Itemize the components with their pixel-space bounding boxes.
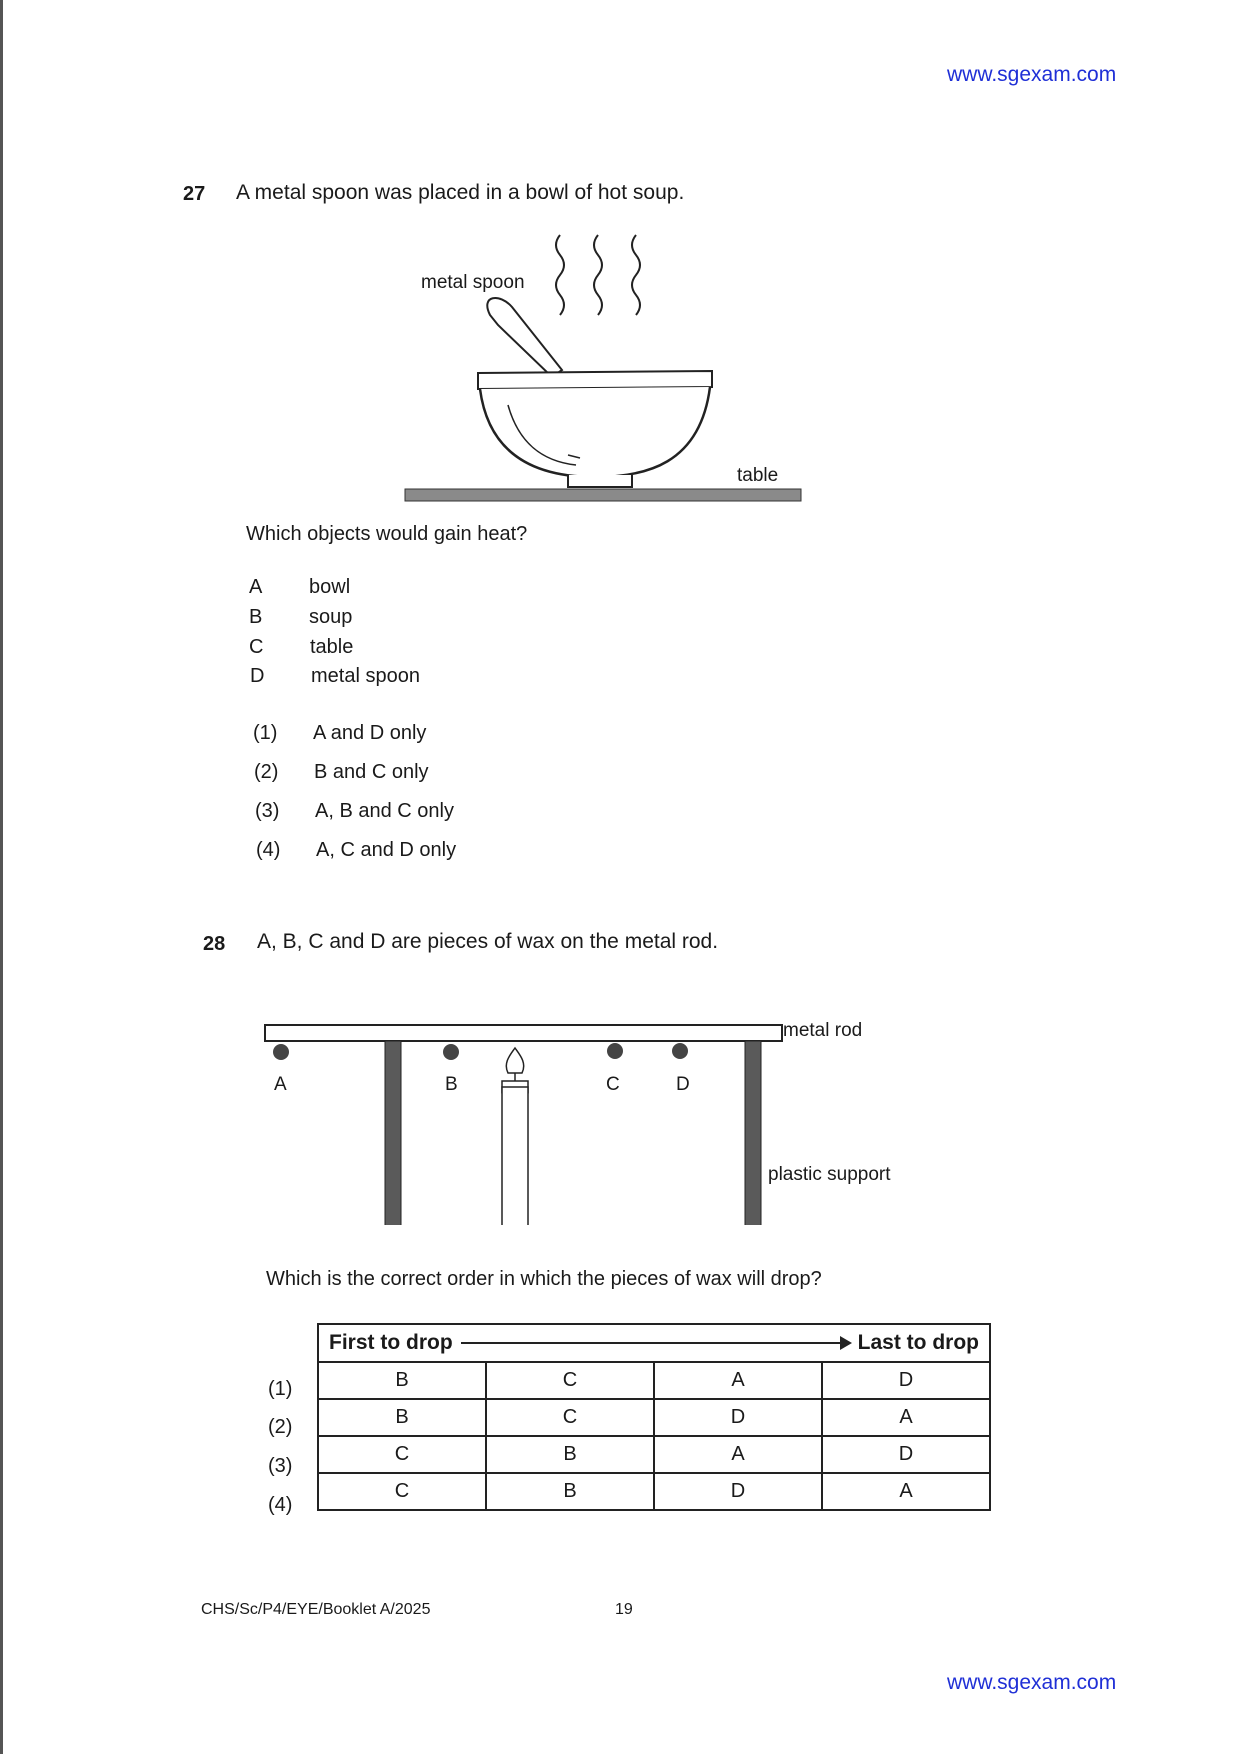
scan-edge — [0, 0, 3, 1754]
footer-page-number: 19 — [615, 1601, 633, 1618]
q27-option-number[interactable]: (4) — [256, 839, 281, 861]
table-cell: A — [822, 1473, 990, 1510]
candle-body — [502, 1087, 528, 1225]
table-cell: D — [822, 1436, 990, 1473]
q28-label-rod: metal rod — [783, 1020, 863, 1041]
q28-label-b: B — [445, 1074, 458, 1095]
metal-rod-shape — [265, 1025, 782, 1041]
header-site-link[interactable]: www.sgexam.com — [947, 63, 1117, 86]
table-row[interactable] — [318, 1399, 990, 1436]
plastic-support-right — [745, 1041, 761, 1225]
q27-option-text[interactable]: A and D only — [313, 722, 427, 744]
table-cell: A — [654, 1436, 822, 1473]
q27-item-text: soup — [309, 606, 353, 628]
table-cell: B — [318, 1362, 486, 1399]
table-cell: A — [822, 1399, 990, 1436]
q28-order-table — [317, 1323, 991, 1511]
bowl-shape — [480, 387, 710, 477]
q27-item-letter: C — [249, 636, 264, 658]
q28-question: Which is the correct order in which the pieces of wax will drop? — [266, 1268, 822, 1290]
q28-label-a: A — [274, 1074, 287, 1095]
table-cell: D — [822, 1362, 990, 1399]
q27-option-text[interactable]: B and C only — [314, 761, 429, 783]
q28-label-c: C — [606, 1074, 620, 1095]
table-cell: C — [486, 1399, 654, 1436]
q27-item-text: bowl — [309, 576, 351, 598]
q27-item-letter: A — [249, 576, 263, 598]
footer-site-link[interactable]: www.sgexam.com — [947, 1671, 1117, 1694]
q27-item-letter: D — [250, 665, 265, 687]
q27-option-text[interactable]: A, C and D only — [316, 839, 457, 861]
q27-question: Which objects would gain heat? — [246, 523, 528, 545]
q28-row-number[interactable]: (2) — [268, 1416, 293, 1438]
table-cell: C — [486, 1362, 654, 1399]
steam-lines — [556, 235, 640, 315]
q27-number: 27 — [183, 183, 206, 205]
q28-text: A, B, C and D are pieces of wax on the metal rod. — [257, 930, 719, 953]
table-header-row — [318, 1324, 990, 1362]
table-cell: A — [654, 1362, 822, 1399]
q28-rod-diagram — [255, 1015, 795, 1225]
table-cell: B — [318, 1399, 486, 1436]
plastic-support-left — [385, 1041, 401, 1225]
table-surface — [405, 489, 801, 501]
table-cell: D — [654, 1473, 822, 1510]
q27-item-letter: B — [249, 606, 263, 628]
q27-bowl-diagram — [400, 225, 820, 505]
q27-label-spoon: metal spoon — [421, 272, 525, 293]
table-row[interactable] — [318, 1436, 990, 1473]
q27-text: A metal spoon was placed in a bowl of hot soup. — [236, 181, 685, 204]
q27-item-text: table — [310, 636, 354, 658]
table-cell: B — [486, 1436, 654, 1473]
table-cell: C — [318, 1473, 486, 1510]
spoon-shape — [487, 298, 562, 377]
q28-number: 28 — [203, 933, 226, 955]
right-arrow-icon — [461, 1342, 850, 1344]
q28-row-number[interactable]: (4) — [268, 1494, 293, 1516]
q28-label-d: D — [676, 1074, 690, 1095]
table-cell: C — [318, 1436, 486, 1473]
q28-row-number[interactable]: (3) — [268, 1455, 293, 1477]
q27-option-text[interactable]: A, B and C only — [315, 800, 454, 822]
table-header-cell — [318, 1324, 990, 1362]
wax-c — [607, 1043, 623, 1059]
q27-option-number[interactable]: (2) — [254, 761, 279, 783]
q27-option-number[interactable]: (1) — [253, 722, 278, 744]
table-row[interactable] — [318, 1362, 990, 1399]
footer-booklet-code: CHS/Sc/P4/EYE/Booklet A/2025 — [201, 1601, 431, 1618]
table-cell: D — [654, 1399, 822, 1436]
q27-label-table: table — [737, 465, 779, 486]
q28-label-support: plastic support — [768, 1164, 891, 1185]
table-cell: B — [486, 1473, 654, 1510]
first-to-drop-label: First to drop — [329, 1331, 453, 1354]
wax-a — [273, 1044, 289, 1060]
last-to-drop-label: Last to drop — [857, 1331, 979, 1354]
q27-option-number[interactable]: (3) — [255, 800, 280, 822]
wax-d — [672, 1043, 688, 1059]
table-row[interactable] — [318, 1473, 990, 1510]
candle-flame — [506, 1048, 523, 1073]
q27-item-text: metal spoon — [311, 665, 420, 687]
wax-b — [443, 1044, 459, 1060]
q28-row-number[interactable]: (1) — [268, 1378, 293, 1400]
